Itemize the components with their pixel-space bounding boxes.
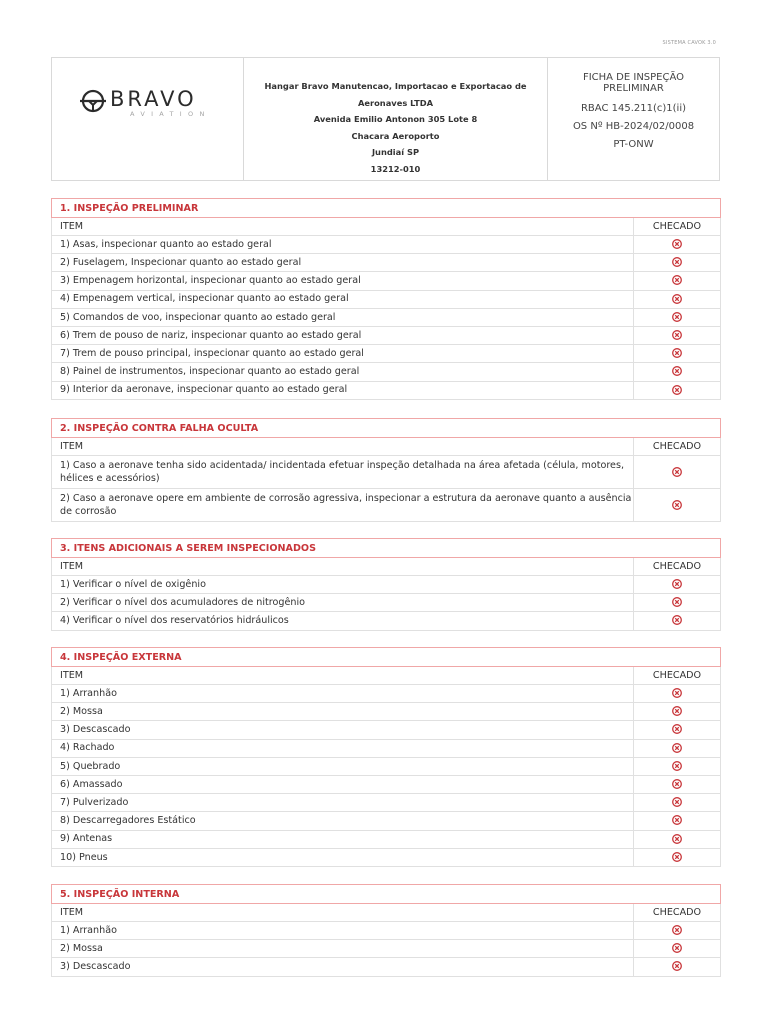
x-circle-icon bbox=[672, 257, 682, 267]
table-row bbox=[52, 326, 721, 344]
checked-cell bbox=[634, 290, 721, 308]
item-column-header: ITEM bbox=[52, 558, 634, 576]
item-column-header: ITEM bbox=[52, 438, 634, 456]
checked-cell bbox=[634, 739, 721, 757]
logo-subtitle: AVIATION bbox=[130, 110, 211, 118]
x-circle-icon bbox=[672, 597, 682, 607]
company-zip: 13212-010 bbox=[370, 163, 421, 174]
table-row bbox=[52, 612, 721, 630]
section-title: 1. INSPEÇÃO PRELIMINAR bbox=[52, 199, 721, 218]
logo-word: BRAVO bbox=[110, 87, 197, 111]
x-circle-icon bbox=[672, 615, 682, 625]
inspection-section-4 bbox=[51, 647, 721, 867]
checked-cell bbox=[634, 922, 721, 940]
inspection-item: 3) Descascado bbox=[52, 958, 634, 976]
table-row bbox=[52, 830, 721, 848]
inspection-item: 1) Asas, inspecionar quanto ao estado geral bbox=[52, 236, 634, 254]
table-row bbox=[52, 958, 721, 976]
inspection-item: 9) Antenas bbox=[52, 830, 634, 848]
inspection-item: 4) Verificar o nível dos reservatórios hidráulicos bbox=[52, 612, 634, 630]
inspection-item: 6) Trem de pouso de nariz, inspecionar quanto ao estado geral bbox=[52, 326, 634, 344]
checked-cell bbox=[634, 254, 721, 272]
x-circle-icon bbox=[672, 706, 682, 716]
checked-cell bbox=[634, 775, 721, 793]
checked-column-header: CHECADO bbox=[634, 438, 721, 456]
table-row bbox=[52, 940, 721, 958]
x-circle-icon bbox=[672, 761, 682, 771]
checked-column-header: CHECADO bbox=[634, 218, 721, 236]
checked-cell bbox=[634, 345, 721, 363]
inspection-section-1 bbox=[51, 198, 721, 400]
inspection-item: 6) Amassado bbox=[52, 775, 634, 793]
x-circle-icon bbox=[672, 239, 682, 249]
checked-cell bbox=[634, 363, 721, 381]
checked-column-header: CHECADO bbox=[634, 558, 721, 576]
inspection-item: 5) Quebrado bbox=[52, 757, 634, 775]
checked-cell bbox=[634, 812, 721, 830]
inspection-item: 5) Comandos de voo, inspecionar quanto ao estado geral bbox=[52, 308, 634, 326]
table-row bbox=[52, 812, 721, 830]
checked-cell bbox=[634, 757, 721, 775]
form-title: FICHA DE INSPEÇÃO PRELIMINAR bbox=[582, 72, 685, 94]
inspection-item: 9) Interior da aeronave, inspecionar quanto ao estado geral bbox=[52, 381, 634, 399]
table-row bbox=[52, 456, 721, 489]
company-logo bbox=[80, 88, 211, 118]
checked-cell bbox=[634, 236, 721, 254]
table-row bbox=[52, 922, 721, 940]
x-circle-icon bbox=[672, 743, 682, 753]
table-row bbox=[52, 236, 721, 254]
inspection-item: 2) Mossa bbox=[52, 940, 634, 958]
item-column-header: ITEM bbox=[52, 218, 634, 236]
inspection-item: 2) Fuselagem, Inspecionar quanto ao estado geral bbox=[52, 254, 634, 272]
inspection-item: 7) Pulverizado bbox=[52, 794, 634, 812]
table-row bbox=[52, 721, 721, 739]
x-circle-icon bbox=[672, 312, 682, 322]
checked-column-header: CHECADO bbox=[634, 667, 721, 685]
form-rbac: RBAC 145.211(c)1(ii) bbox=[580, 103, 686, 114]
inspection-item: 10) Pneus bbox=[52, 848, 634, 866]
inspection-section-2 bbox=[51, 418, 721, 522]
table-row bbox=[52, 685, 721, 703]
x-circle-icon bbox=[672, 724, 682, 734]
section-title: 2. INSPEÇÃO CONTRA FALHA OCULTA bbox=[52, 419, 721, 438]
inspection-item: 1) Caso a aeronave tenha sido acidentada/ incidentada efetuar inspeção detalhada na área afetada (célula, motores, hélices e acessórios) bbox=[52, 456, 634, 489]
table-row bbox=[52, 739, 721, 757]
table-row bbox=[52, 848, 721, 866]
checked-cell bbox=[634, 721, 721, 739]
x-circle-icon bbox=[672, 779, 682, 789]
company-street: Avenida Emilio Antonon 305 Lote 8 bbox=[313, 114, 478, 125]
table-row bbox=[52, 345, 721, 363]
aircraft-target-icon bbox=[80, 88, 106, 114]
x-circle-icon bbox=[672, 275, 682, 285]
checked-cell bbox=[634, 848, 721, 866]
section-title: 3. ITENS ADICIONAIS A SEREM INSPECIONADOS bbox=[52, 539, 721, 558]
inspection-item: 3) Empenagem horizontal, inspecionar quanto ao estado geral bbox=[52, 272, 634, 290]
table-row bbox=[52, 703, 721, 721]
checked-cell bbox=[634, 612, 721, 630]
x-circle-icon bbox=[672, 797, 682, 807]
company-address bbox=[244, 58, 548, 180]
inspection-section-3 bbox=[51, 538, 721, 631]
table-row bbox=[52, 363, 721, 381]
x-circle-icon bbox=[672, 815, 682, 825]
document-header bbox=[51, 57, 720, 181]
checked-cell bbox=[634, 958, 721, 976]
checked-cell bbox=[634, 594, 721, 612]
company-district: Chacara Aeroporto bbox=[351, 130, 440, 141]
inspection-item: 4) Empenagem vertical, inspecionar quanto ao estado geral bbox=[52, 290, 634, 308]
x-circle-icon bbox=[672, 500, 682, 510]
x-circle-icon bbox=[672, 366, 682, 376]
table-row bbox=[52, 594, 721, 612]
company-name-line2: Aeronaves LTDA bbox=[357, 97, 434, 108]
inspection-item: 3) Descascado bbox=[52, 721, 634, 739]
x-circle-icon bbox=[672, 467, 682, 477]
table-row bbox=[52, 489, 721, 522]
checked-cell bbox=[634, 830, 721, 848]
inspection-item: 4) Rachado bbox=[52, 739, 634, 757]
x-circle-icon bbox=[672, 834, 682, 844]
inspection-item: 2) Caso a aeronave opere em ambiente de corrosão agressiva, inspecionar a estrutura da aeronave quanto a ausência de corrosão bbox=[52, 489, 634, 522]
inspection-item: 7) Trem de pouso principal, inspecionar quanto ao estado geral bbox=[52, 345, 634, 363]
item-column-header: ITEM bbox=[52, 904, 634, 922]
checked-cell bbox=[634, 489, 721, 522]
table-row bbox=[52, 576, 721, 594]
checked-cell bbox=[634, 456, 721, 489]
checked-cell bbox=[634, 685, 721, 703]
checked-cell bbox=[634, 794, 721, 812]
checked-cell bbox=[634, 326, 721, 344]
checked-cell bbox=[634, 703, 721, 721]
x-circle-icon bbox=[672, 348, 682, 358]
table-row bbox=[52, 775, 721, 793]
x-circle-icon bbox=[672, 961, 682, 971]
checked-cell bbox=[634, 576, 721, 594]
checked-cell bbox=[634, 381, 721, 399]
inspection-item: 1) Arranhão bbox=[52, 685, 634, 703]
version-label: SISTEMA CAVOK 3.0 bbox=[662, 40, 716, 46]
inspection-item: 2) Verificar o nível dos acumuladores de nitrogênio bbox=[52, 594, 634, 612]
inspection-item: 8) Painel de instrumentos, inspecionar quanto ao estado geral bbox=[52, 363, 634, 381]
inspection-item: 2) Mossa bbox=[52, 703, 634, 721]
checked-column-header: CHECADO bbox=[634, 904, 721, 922]
x-circle-icon bbox=[672, 579, 682, 589]
table-row bbox=[52, 794, 721, 812]
table-row bbox=[52, 308, 721, 326]
table-row bbox=[52, 254, 721, 272]
table-row bbox=[52, 757, 721, 775]
x-circle-icon bbox=[672, 943, 682, 953]
table-row bbox=[52, 290, 721, 308]
form-os-number: OS Nº HB-2024/02/0008 bbox=[572, 121, 695, 132]
x-circle-icon bbox=[672, 688, 682, 698]
section-title: 4. INSPEÇÃO EXTERNA bbox=[52, 648, 721, 667]
inspection-section-5 bbox=[51, 884, 721, 977]
checked-cell bbox=[634, 940, 721, 958]
inspection-item: 1) Verificar o nível de oxigênio bbox=[52, 576, 634, 594]
inspection-item: 1) Arranhão bbox=[52, 922, 634, 940]
x-circle-icon bbox=[672, 852, 682, 862]
company-name-line1: Hangar Bravo Manutencao, Importacao e Exportacao de bbox=[264, 81, 527, 91]
company-city: Jundiaí SP bbox=[371, 147, 420, 158]
checked-cell bbox=[634, 308, 721, 326]
table-row bbox=[52, 381, 721, 399]
table-row bbox=[52, 272, 721, 290]
x-circle-icon bbox=[672, 294, 682, 304]
form-registration: PT-ONW bbox=[613, 139, 654, 150]
x-circle-icon bbox=[672, 925, 682, 935]
x-circle-icon bbox=[672, 385, 682, 395]
item-column-header: ITEM bbox=[52, 667, 634, 685]
form-info bbox=[548, 58, 719, 180]
x-circle-icon bbox=[672, 330, 682, 340]
checked-cell bbox=[634, 272, 721, 290]
inspection-item: 8) Descarregadores Estático bbox=[52, 812, 634, 830]
section-title: 5. INSPEÇÃO INTERNA bbox=[52, 885, 721, 904]
logo-cell bbox=[52, 58, 244, 180]
